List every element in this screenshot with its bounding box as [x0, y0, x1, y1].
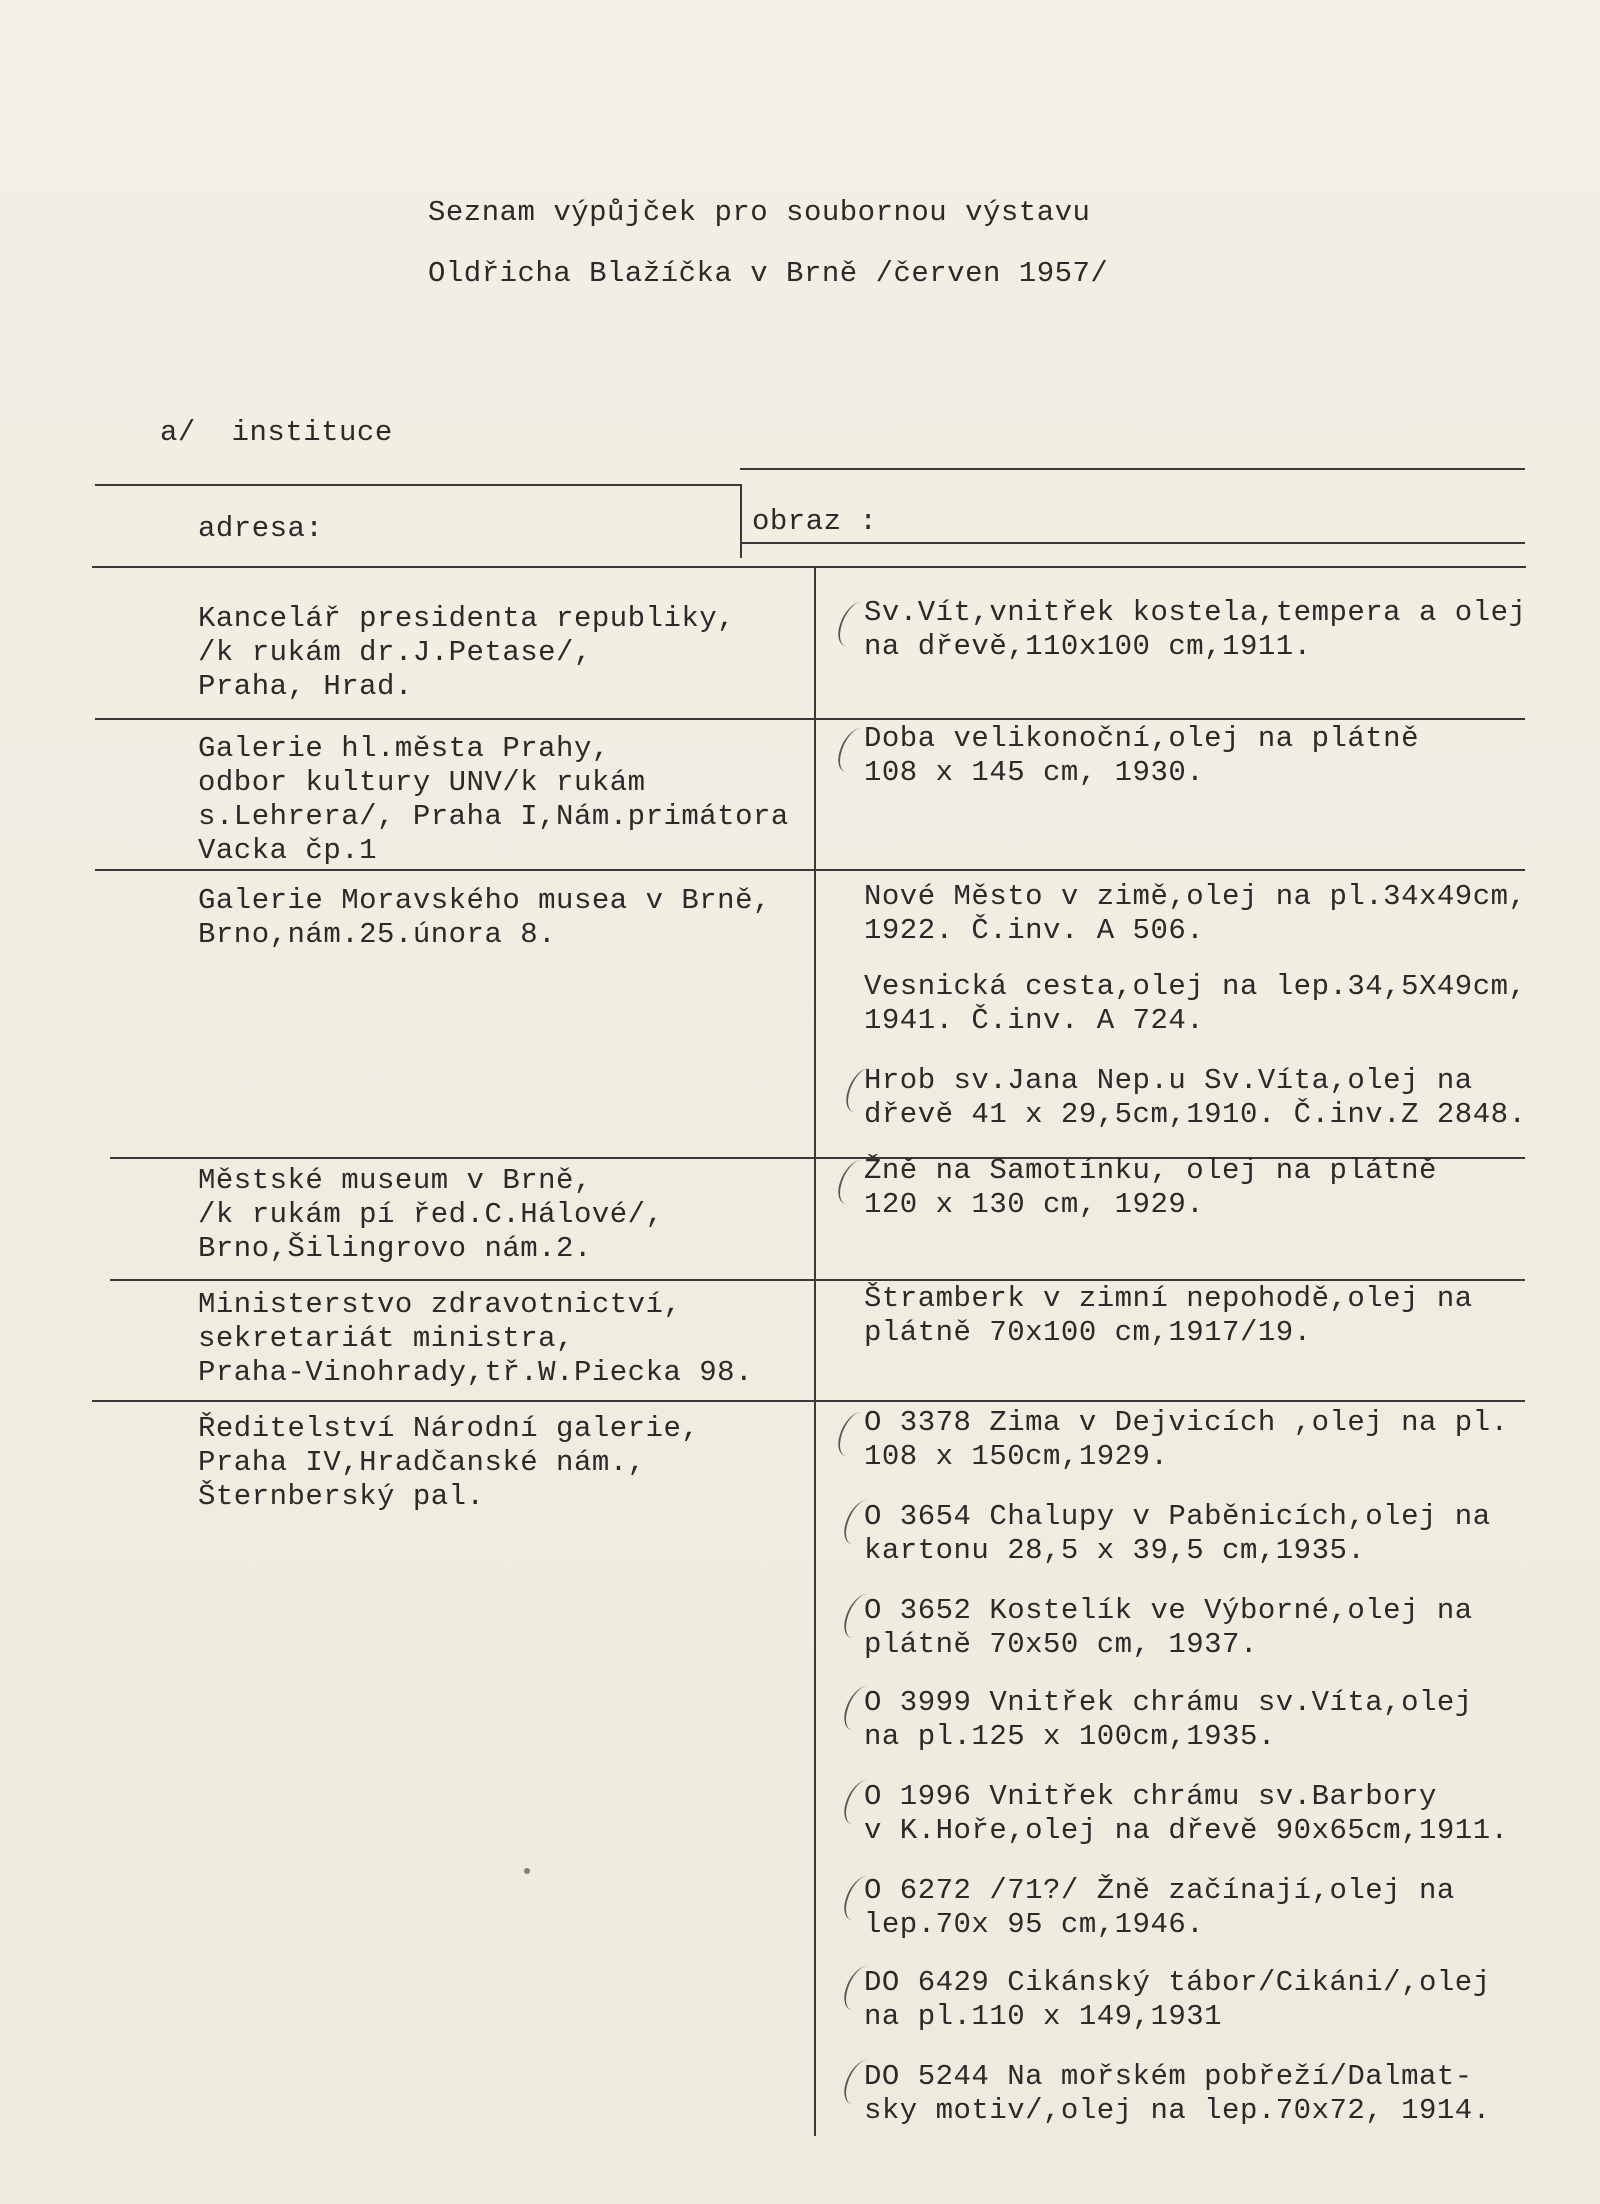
row-separator: [95, 869, 1525, 871]
row-separator: [110, 1279, 1525, 1281]
row-2-address-line-2: odbor kultury UNV/k rukám: [198, 766, 646, 799]
row-3-painting-1-line-2: 1922. Č.inv. A 506.: [864, 914, 1205, 947]
header-top-rule: [95, 484, 740, 486]
row-1-address-line-3: Praha, Hrad.: [198, 670, 413, 703]
row-4-painting-1-line-1: Žně na Samotínku, olej na plátně: [864, 1154, 1437, 1187]
row-2-address-line-1: Galerie hl.města Prahy,: [198, 732, 610, 765]
row-6-painting-3-line-2: plátně 70x50 cm, 1937.: [864, 1628, 1258, 1661]
row-2-painting-1-line-1: Doba velikonoční,olej na plátně: [864, 722, 1419, 755]
row-6-painting-6-line-1: O 6272 /71?/ Žně začínají,olej na: [864, 1874, 1455, 1907]
row-3-painting-3-line-2: dřevě 41 x 29,5cm,1910. Č.inv.Z 2848.: [864, 1098, 1527, 1131]
row-6-painting-5-line-1: O 1996 Vnitřek chrámu sv.Barbory: [864, 1780, 1437, 1813]
header-top-rule-right: [740, 468, 1525, 470]
row-separator: [95, 718, 1525, 720]
row-5-painting-1-line-1: Štramberk v zimní nepohodě,olej na: [864, 1282, 1473, 1315]
row-6-painting-6-line-2: lep.70x 95 cm,1946.: [864, 1908, 1205, 1941]
header-divider: [740, 484, 742, 558]
row-1-painting-1-line-1: Sv.Vít,vnitřek kostela,tempera a olej: [864, 596, 1527, 629]
section-label: a/ instituce: [160, 416, 393, 449]
row-2-address-line-3: s.Lehrera/, Praha I,Nám.primátora: [198, 800, 789, 833]
row-5-address-line-3: Praha-Vinohrady,tř.W.Piecka 98.: [198, 1356, 753, 1389]
header-painting: obraz :: [752, 505, 878, 538]
row-4-address-line-3: Brno,Šilingrovo nám.2.: [198, 1232, 592, 1265]
row-6-painting-1-line-1: O 3378 Zima v Dejvicích ,olej na pl.: [864, 1406, 1509, 1439]
row-4-address-line-1: Městské museum v Brně,: [198, 1164, 592, 1197]
row-6-address-line-2: Praha IV,Hradčanské nám.,: [198, 1446, 646, 1479]
header-bottom-rule: [92, 566, 1526, 568]
row-2-address-line-4: Vacka čp.1: [198, 834, 378, 867]
row-6-painting-4-line-2: na pl.125 x 100cm,1935.: [864, 1720, 1276, 1753]
row-6-painting-8-line-1: DO 5244 Na mořském pobřeží/Dalmat-: [864, 2060, 1473, 2093]
row-2-painting-1-line-2: 108 x 145 cm, 1930.: [864, 756, 1205, 789]
row-5-address-line-2: sekretariát ministra,: [198, 1322, 574, 1355]
row-1-address-line-1: Kancelář presidenta republiky,: [198, 602, 736, 635]
row-6-painting-2-line-1: O 3654 Chalupy v Paběnicích,olej na: [864, 1500, 1491, 1533]
row-6-painting-4-line-1: O 3999 Vnitřek chrámu sv.Víta,olej: [864, 1686, 1473, 1719]
row-4-address-line-2: /k rukám pí řed.C.Hálové/,: [198, 1198, 664, 1231]
row-6-painting-7-line-1: DO 6429 Cikánský tábor/Cikáni/,olej: [864, 1966, 1491, 1999]
title-line-2: Oldřicha Blažíčka v Brně /červen 1957/: [428, 257, 1109, 290]
header-bottom-rule-right: [740, 542, 1525, 544]
row-3-painting-3-line-1: Hrob sv.Jana Nep.u Sv.Víta,olej na: [864, 1064, 1473, 1097]
row-6-address-line-3: Šternberský pal.: [198, 1480, 485, 1513]
row-1-painting-1-line-2: na dřevě,110x100 cm,1911.: [864, 630, 1312, 663]
row-5-painting-1-line-2: plátně 70x100 cm,1917/19.: [864, 1316, 1312, 1349]
row-separator: [92, 1400, 1525, 1402]
row-6-painting-8-line-2: sky motiv/,olej na lep.70x72, 1914.: [864, 2094, 1491, 2127]
title-line-1: Seznam výpůjček pro soubornou výstavu: [428, 196, 1091, 229]
row-6-painting-5-line-2: v K.Hoře,olej na dřevě 90x65cm,1911.: [864, 1814, 1509, 1847]
column-divider: [814, 566, 816, 2136]
header-address: adresa:: [198, 512, 324, 545]
row-6-painting-7-line-2: na pl.110 x 149,1931: [864, 2000, 1223, 2033]
ink-dot: [524, 1868, 530, 1874]
row-6-painting-1-line-2: 108 x 150cm,1929.: [864, 1440, 1169, 1473]
row-6-painting-3-line-1: O 3652 Kostelík ve Výborné,olej na: [864, 1594, 1473, 1627]
row-3-painting-2-line-1: Vesnická cesta,olej na lep.34,5X49cm,: [864, 970, 1527, 1003]
row-3-painting-2-line-2: 1941. Č.inv. A 724.: [864, 1004, 1205, 1037]
row-3-painting-1-line-1: Nové Město v zimě,olej na pl.34x49cm,: [864, 880, 1527, 913]
row-5-address-line-1: Ministerstvo zdravotnictví,: [198, 1288, 682, 1321]
row-1-address-line-2: /k rukám dr.J.Petase/,: [198, 636, 592, 669]
row-3-address-line-1: Galerie Moravského musea v Brně,: [198, 884, 771, 917]
row-3-address-line-2: Brno,nám.25.února 8.: [198, 918, 557, 951]
row-6-address-line-1: Ředitelství Národní galerie,: [198, 1412, 700, 1445]
row-6-painting-2-line-2: kartonu 28,5 x 39,5 cm,1935.: [864, 1534, 1366, 1567]
row-4-painting-1-line-2: 120 x 130 cm, 1929.: [864, 1188, 1205, 1221]
